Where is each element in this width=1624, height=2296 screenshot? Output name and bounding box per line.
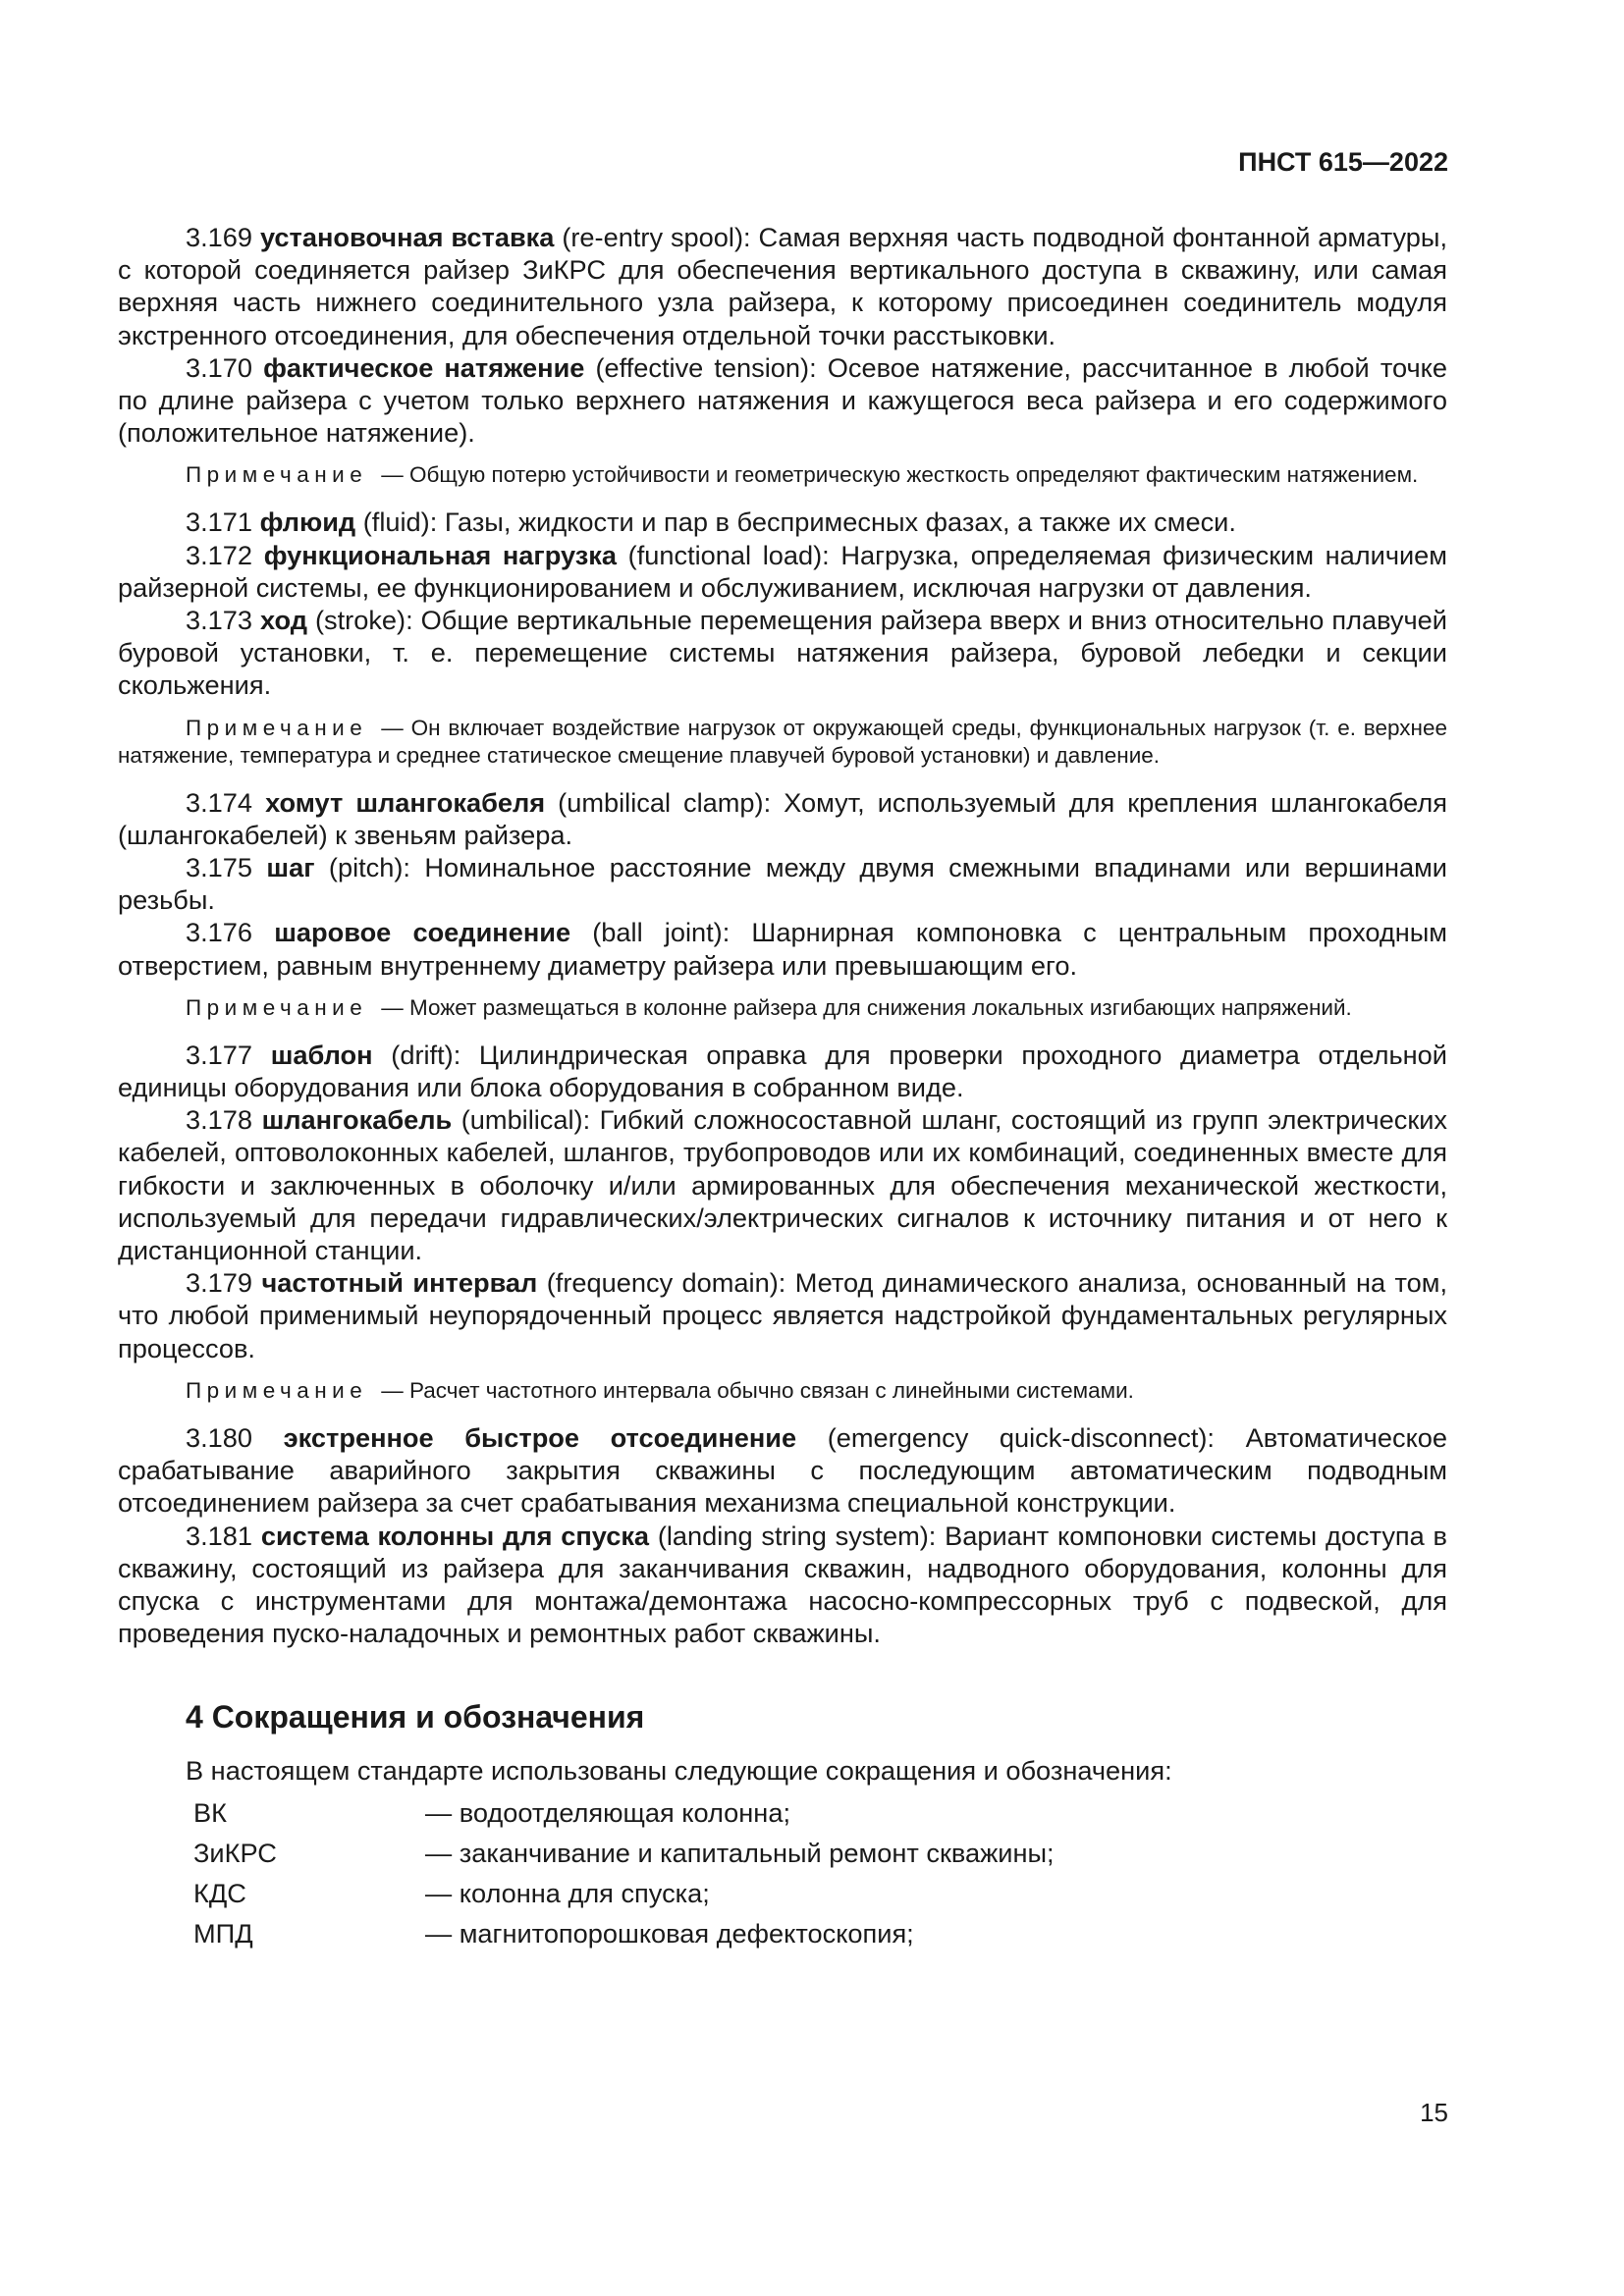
abbreviation-description: — колонна для спуска;: [425, 1878, 710, 1909]
abbreviation-row: [118, 1834, 1447, 1874]
abbreviation-row: [118, 1914, 1447, 1954]
definition-text: (frequency domain): Метод динамического анализа, основанный на том, что любой применимый неупорядоченный процесс является надстройкой фундаментальных регулярных процессов.: [118, 1267, 1447, 1363]
note: [118, 461, 1447, 489]
definition-text: (drift): Цилиндрическая оправка для проверки проходного диаметра отдельной единицы оборудования или блока оборудования в собранном виде.: [118, 1039, 1447, 1103]
abbreviation-description: — магнитопорошковая дефектоскопия;: [425, 1918, 914, 1949]
definition-entry: [118, 221, 1447, 351]
definition-number: 3.173: [186, 605, 253, 636]
definition-number: 3.172: [186, 539, 253, 570]
definition-entry: [118, 851, 1447, 916]
abbreviation-code: МПД: [193, 1918, 253, 1949]
definition-term: экстренное быстрое отсоединение: [283, 1421, 797, 1453]
note-label: Примечание: [186, 715, 368, 740]
note: [118, 715, 1447, 770]
definition-entry: [118, 351, 1447, 450]
definition-number: 3.174: [186, 786, 253, 818]
section-title: 4 Сокращения и обозначения: [186, 1699, 645, 1735]
definitions-list: [118, 221, 1447, 1649]
definition-number: 3.175: [186, 852, 253, 883]
definition-entry: [118, 1103, 1447, 1266]
abbreviation-code: ВК: [193, 1797, 227, 1829]
note: [118, 994, 1447, 1022]
definition-text: (umbilical): Гибкий сложносоставной шланг, состоящий из групп электрических кабелей, оптоволоконных кабелей, шлангов, трубопроводов или их комбинаций, соединенных вместе для гибкости и заключенных в оболочку и/или армированных для обеспечения механической жесткости, используемый для передачи гидравлических/электрических сигналов к источнику питания и от него к дистанционной станции.: [118, 1104, 1447, 1266]
abbreviation-description: — заканчивание и капитальный ремонт скважины;: [425, 1838, 1055, 1869]
definition-entry: [118, 1520, 1447, 1650]
definition-entry: [118, 916, 1447, 981]
abbreviation-code: ЗиКРС: [193, 1838, 277, 1869]
document-body: [118, 221, 1447, 1954]
definition-text: (functional load): Нагрузка, определяемая физическим наличием райзерной системы, ее функционированием и обслуживанием, исключая нагрузки от давления.: [118, 539, 1447, 603]
definition-number: 3.180: [186, 1421, 253, 1453]
note-text: — Общую потерю устойчивости и геометрическую жесткость определяют фактическим натяжением.: [381, 462, 1419, 488]
definition-text: (umbilical clamp): Хомут, используемый для крепления шлангокабеля (шлангокабелей) к звеньям райзера.: [118, 786, 1447, 850]
definition-entry: [118, 1266, 1447, 1364]
definition-term: флюид: [259, 507, 356, 538]
abbreviation-row: [118, 1874, 1447, 1914]
definition-text: (effective tension): Осевое натяжение, рассчитанное в любой точке по длине райзера с учетом только верхнего натяжения и кажущегося веса райзера и его содержимого (положительное натяжение).: [118, 351, 1447, 449]
abbreviations-list: [118, 1793, 1447, 1954]
definition-entry: [118, 604, 1447, 702]
definition-number: 3.181: [186, 1520, 253, 1551]
definition-text: (re-entry spool): Самая верхняя часть подводной фонтанной арматуры, с которой соединяется райзер ЗиКРС для обеспечения вертикального доступа в скважину, или самая верхняя часть нижнего соединительного узла райзера, к которому присоединен соединитель модуля экстренного отсоединения, для обеспечения отдельной точки расстыковки.: [118, 222, 1448, 350]
definition-term: частотный интервал: [261, 1267, 538, 1299]
definition-term: установочная вставка: [259, 222, 555, 252]
section-intro: В настоящем стандарте использованы следующие сокращения и обозначения:: [186, 1755, 1172, 1787]
definition-text: (emergency quick-disconnect): Автоматическое срабатывание аварийного закрытия скважины с последующим автоматическим подводным отсоединением райзера за счет срабатывания механизма специальной конструкции.: [118, 1421, 1448, 1519]
definition-term: шлангокабель: [261, 1104, 453, 1136]
definition-term: функциональная нагрузка: [263, 539, 617, 570]
definition-entry: [118, 786, 1447, 851]
definition-entry: [118, 1421, 1447, 1520]
note-label: Примечание: [186, 1377, 368, 1403]
page-number: 15: [1420, 2098, 1448, 2127]
definition-entry: [118, 539, 1447, 604]
definition-term: хомут шлангокабеля: [265, 786, 546, 818]
definition-entry: [118, 506, 1447, 538]
abbreviation-row: [118, 1793, 1447, 1834]
definition-text: (pitch): Номинальное расстояние между двумя смежными впадинами или вершинами резьбы.: [118, 852, 1447, 916]
definition-number: 3.179: [186, 1267, 253, 1299]
definition-number: 3.177: [186, 1039, 253, 1070]
definition-entry: [118, 1039, 1447, 1103]
definition-number: 3.178: [186, 1104, 253, 1136]
definition-term: ход: [260, 605, 307, 636]
definition-number: 3.170: [186, 351, 253, 383]
definition-term: шаг: [266, 852, 315, 883]
note-label: Примечание: [186, 994, 368, 1020]
note-label: Примечание: [186, 462, 368, 488]
definition-text: (ball joint): Шарнирная компоновка с центральным проходным отверстием, равным внутреннему диаметру райзера или превышающим его.: [118, 917, 1447, 981]
definition-term: шаблон: [270, 1039, 373, 1070]
definition-number: 3.169: [186, 222, 253, 252]
definition-term: фактическое натяжение: [263, 351, 585, 383]
note: [118, 1377, 1447, 1405]
definition-term: шаровое соединение: [274, 917, 571, 948]
document-id: ПНСТ 615—2022: [1238, 147, 1448, 177]
definition-text: (stroke): Общие вертикальные перемещения райзера вверх и вниз относительно плавучей буровой установки, т. е. перемещение системы натяжения райзера, буровой лебедки и секции скольжения.: [118, 605, 1447, 701]
note-text: — Расчет частотного интервала обычно связан с линейными системами.: [381, 1377, 1134, 1403]
definition-text: (landing string system): Вариант компоновки системы доступа в скважину, состоящий из райзера для заканчивания скважин, надводного оборудования, колонны для спуска с инструментами для монтажа/демонтажа насосно-компрессорных труб с подвеской, для проведения пуско-наладочных и ремонтных работ скважины.: [118, 1520, 1447, 1649]
abbreviation-description: — водоотделяющая колонна;: [425, 1797, 790, 1829]
abbreviation-code: КДС: [193, 1878, 246, 1909]
definition-text: (fluid): Газы, жидкости и пар в беспримесных фазах, а также их смеси.: [355, 507, 1236, 538]
note-text: — Он включает воздействие нагрузок от окружающей среды, функциональных нагрузок (т. е. верхнее натяжение, температура и среднее статическое смещение плавучей буровой установки) и давление.: [118, 715, 1447, 768]
definition-term: система колонны для спуска: [260, 1520, 650, 1551]
definition-number: 3.176: [186, 917, 253, 948]
definition-number: 3.171: [186, 507, 253, 538]
note-text: — Может размещаться в колонне райзера для снижения локальных изгибающих напряжений.: [381, 994, 1352, 1020]
